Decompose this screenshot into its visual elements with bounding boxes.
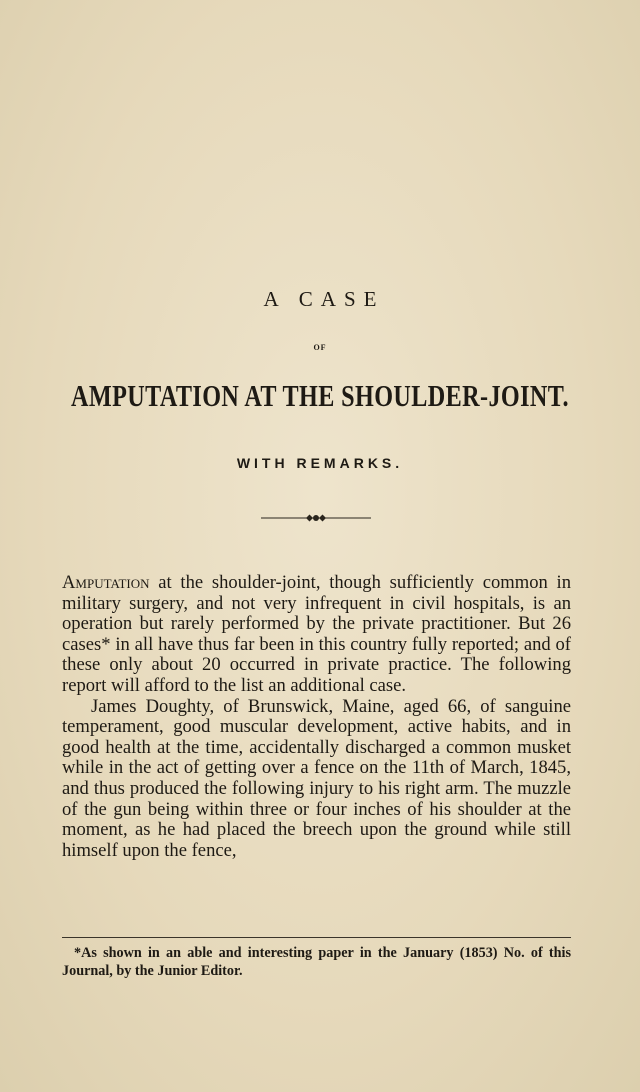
main-title: AMPUTATION AT THE SHOULDER-JOINT.: [71, 378, 569, 413]
footnote-text: *As shown in an able and interesting paper in the January (1853) No. of this Journal, by the Junior Editor.: [62, 945, 571, 979]
footnote-rule: [62, 937, 571, 938]
paragraph-1-lead: Amputation: [62, 572, 150, 593]
paragraph-1: [62, 573, 571, 697]
paragraph-2: James Doughty, of Brunswick, Maine, aged 66, of sanguine temperament, good muscular development, active habits, and in good health at the time, accidentally discharged a common musket while in the act of getting over a fence on the 11th of March, 1845, and thus produced the following injury to his right arm. The muzzle of the gun being within three or four inches of his shoulder at the moment, as he had placed the breech upon the ground while still himself upon the fence,: [62, 695, 571, 861]
title-of: OF: [313, 343, 327, 352]
body-text: [62, 573, 571, 861]
subtitle-remarks: WITH REMARKS.: [236, 455, 404, 471]
ornament-divider: [261, 512, 371, 524]
paragraph-1-text: at the shoulder-joint, though sufficiently common in military surgery, and not very infrequent in civil hospitals, is an operation but rarely performed by the private practitioner. But 26 cases* in all have thus far been in this country fully reported; and of these only about 20 occurred in private practice. The following report will afford to the list an additional case.: [62, 572, 571, 696]
footnote: [62, 944, 571, 980]
title-a-case: A CASE: [263, 287, 385, 311]
